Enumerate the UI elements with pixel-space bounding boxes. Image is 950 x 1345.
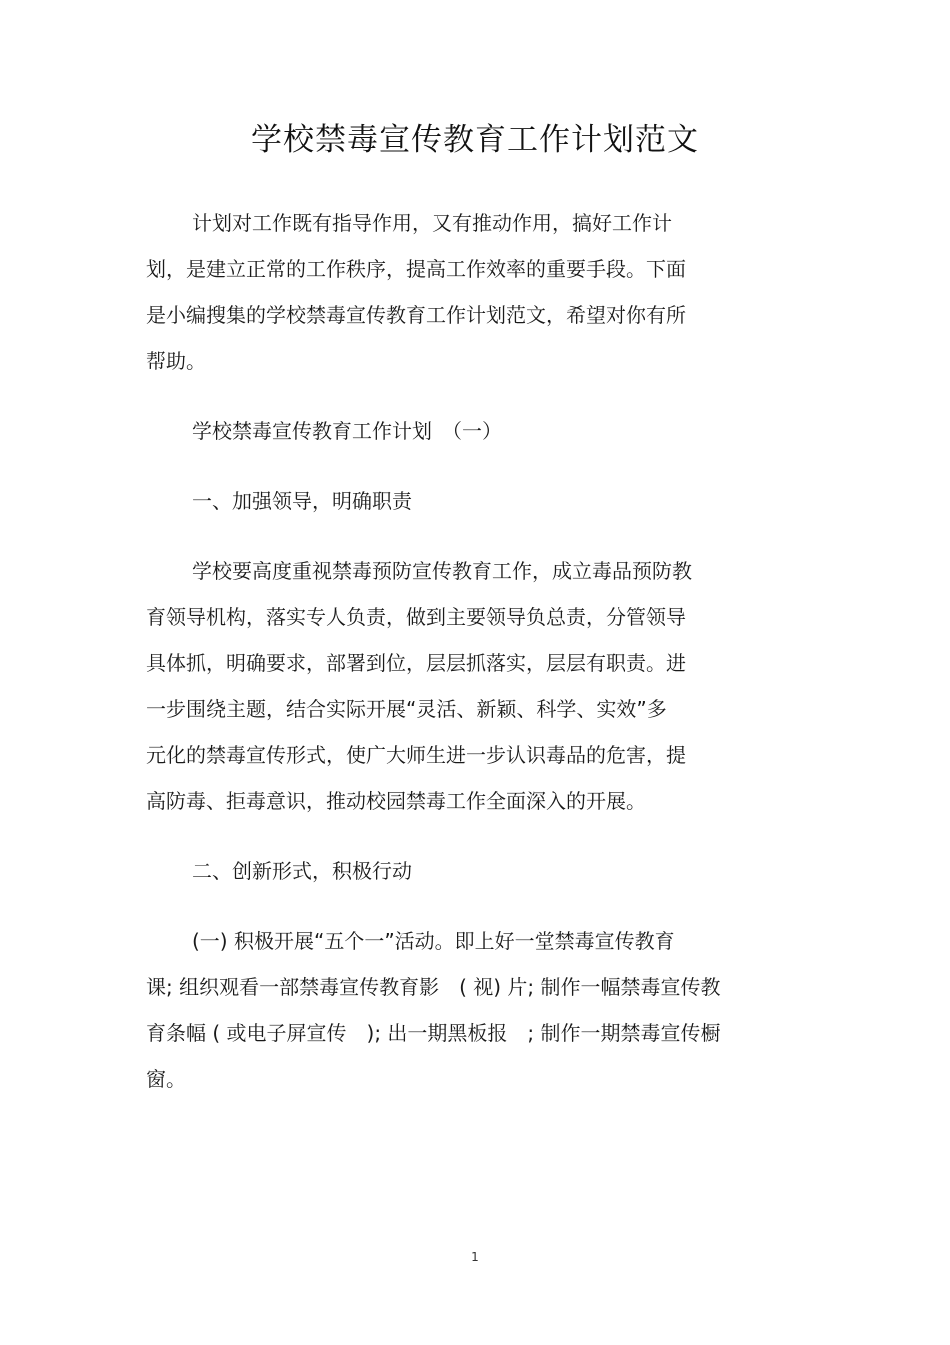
section2-line: 窗。 [146, 1067, 186, 1091]
section-heading-2: 二、创新形式，积极行动 [192, 859, 412, 883]
section2-paragraph [146, 918, 786, 1102]
section1-paragraph [146, 548, 786, 824]
section1-line: 学校要高度重视禁毒预防宣传教育工作，成立毒品预防教 [192, 559, 692, 583]
intro-line: 划，是建立正常的工作秩序，提高工作效率的重要手段。下面 [146, 257, 686, 281]
document-title: 学校禁毒宣传教育工作计划范文 [251, 122, 699, 158]
intro-line: 是小编搜集的学校禁毒宣传教育工作计划范文，希望对你有所 [146, 303, 686, 327]
section1-line: 具体抓，明确要求，部署到位，层层抓落实，层层有职责。进 [146, 651, 686, 675]
intro-line: 帮助。 [146, 349, 206, 373]
page-number: 1 [471, 1250, 479, 1264]
section1-line: 元化的禁毒宣传形式，使广大师生进一步认识毒品的危害，提 [146, 743, 686, 767]
section1-line: 高防毒、拒毒意识，推动校园禁毒工作全面深入的开展。 [146, 789, 646, 813]
section2-line: 育条幅 ( 或电子屏宣传 ); 出一期黑板报 ; 制作一期禁毒宣传橱 [146, 1021, 721, 1045]
section-heading-1: 一、加强领导，明确职责 [192, 489, 412, 513]
plan-heading: 学校禁毒宣传教育工作计划 （一） [192, 419, 502, 443]
section2-line: 课; 组织观看一部禁毒宣传教育影 ( 视) 片; 制作一幅禁毒宣传教 [146, 975, 721, 999]
intro-line: 计划对工作既有指导作用，又有推动作用，搞好工作计 [192, 211, 672, 235]
intro-paragraph [146, 200, 786, 384]
document-body [146, 200, 786, 1102]
section2-line: (一) 积极开展“五个一”活动。即上好一堂禁毒宣传教育 [192, 929, 675, 953]
section1-line: 一步围绕主题，结合实际开展“灵活、新颖、科学、实效”多 [146, 697, 667, 721]
section1-line: 育领导机构，落实专人负责，做到主要领导负总责，分管领导 [146, 605, 686, 629]
